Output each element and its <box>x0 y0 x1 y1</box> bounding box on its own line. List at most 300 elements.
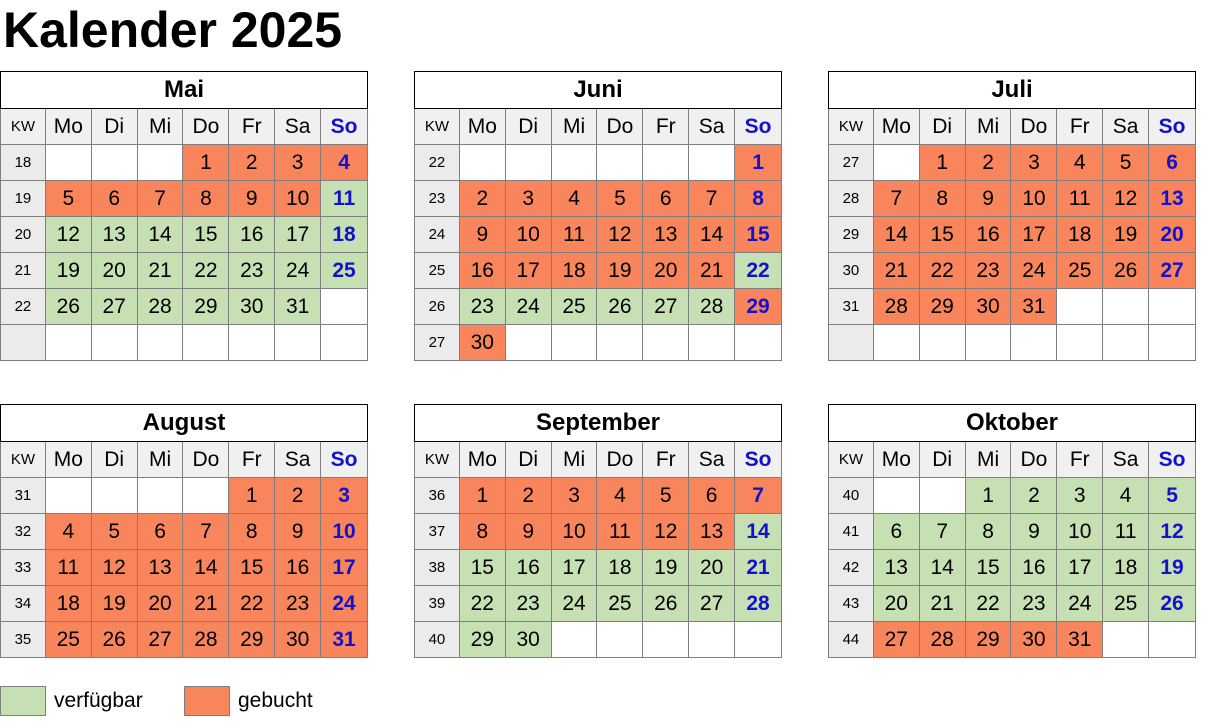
week-row <box>415 478 782 514</box>
day-cell: 26 <box>643 586 689 622</box>
week-number: 44 <box>829 622 874 658</box>
week-number: 26 <box>415 289 460 325</box>
day-cell: 10 <box>275 181 321 217</box>
weekday-header: Sa <box>275 442 321 478</box>
day-cell: 21 <box>735 550 782 586</box>
day-cell: 29 <box>965 622 1011 658</box>
day-cell: 26 <box>45 289 91 325</box>
empty-cell <box>183 325 229 361</box>
day-cell: 26 <box>1149 586 1196 622</box>
day-cell: 18 <box>1057 217 1103 253</box>
day-cell: 29 <box>459 622 505 658</box>
day-cell: 21 <box>919 586 965 622</box>
day-cell: 29 <box>919 289 965 325</box>
day-cell: 22 <box>965 586 1011 622</box>
day-cell: 16 <box>229 217 275 253</box>
day-cell: 30 <box>965 289 1011 325</box>
empty-cell <box>735 622 782 658</box>
weekday-header: Mi <box>551 109 597 145</box>
weekday-header: Mo <box>459 442 505 478</box>
empty-cell <box>45 145 91 181</box>
month-table <box>414 71 782 361</box>
day-cell: 7 <box>137 181 183 217</box>
empty-cell <box>1011 325 1057 361</box>
day-cell: 19 <box>45 253 91 289</box>
weekday-header: Fr <box>229 442 275 478</box>
day-cell: 31 <box>1057 622 1103 658</box>
month-table <box>0 404 368 658</box>
empty-cell <box>321 325 368 361</box>
day-cell: 21 <box>137 253 183 289</box>
week-row <box>1 478 368 514</box>
week-number: 36 <box>415 478 460 514</box>
day-cell: 17 <box>1011 217 1057 253</box>
day-cell: 20 <box>137 586 183 622</box>
weekday-header: Sa <box>1103 442 1149 478</box>
week-row <box>415 289 782 325</box>
empty-cell <box>965 325 1011 361</box>
weekday-header: Do <box>183 109 229 145</box>
weekday-header: So <box>1149 109 1196 145</box>
kw-header: KW <box>829 109 874 145</box>
week-row <box>829 514 1196 550</box>
day-cell: 25 <box>1103 586 1149 622</box>
weekday-header: So <box>735 442 782 478</box>
weekday-header: Di <box>919 109 965 145</box>
empty-cell <box>45 478 91 514</box>
week-number: 25 <box>415 253 460 289</box>
weekday-header: Mi <box>137 442 183 478</box>
week-number: 32 <box>1 514 46 550</box>
day-cell: 19 <box>1149 550 1196 586</box>
weekday-header: So <box>321 442 368 478</box>
week-row <box>415 622 782 658</box>
week-row <box>1 325 368 361</box>
empty-cell <box>873 325 919 361</box>
day-cell: 13 <box>689 514 735 550</box>
week-row <box>829 622 1196 658</box>
weekday-header: Do <box>597 442 643 478</box>
kw-header: KW <box>829 442 874 478</box>
weekday-header: Mo <box>45 109 91 145</box>
day-cell: 20 <box>873 586 919 622</box>
week-number: 34 <box>1 586 46 622</box>
day-cell: 6 <box>1149 145 1196 181</box>
day-cell: 15 <box>965 550 1011 586</box>
day-cell: 22 <box>183 253 229 289</box>
day-cell: 17 <box>275 217 321 253</box>
empty-cell <box>689 622 735 658</box>
empty-cell <box>91 145 137 181</box>
day-cell: 31 <box>321 622 368 658</box>
empty-cell <box>1149 289 1196 325</box>
day-cell: 22 <box>735 253 782 289</box>
day-cell: 6 <box>643 181 689 217</box>
day-cell: 30 <box>275 622 321 658</box>
week-number: 27 <box>415 325 460 361</box>
weekday-header: Do <box>1011 442 1057 478</box>
day-cell: 15 <box>919 217 965 253</box>
day-cell: 14 <box>137 217 183 253</box>
day-cell: 11 <box>597 514 643 550</box>
weekday-header: Sa <box>689 442 735 478</box>
week-row <box>1 586 368 622</box>
weekday-header: Do <box>183 442 229 478</box>
empty-cell <box>1103 325 1149 361</box>
day-cell: 25 <box>321 253 368 289</box>
day-cell: 17 <box>1057 550 1103 586</box>
week-number: 27 <box>829 145 874 181</box>
day-cell: 20 <box>1149 217 1196 253</box>
day-cell: 9 <box>229 181 275 217</box>
day-cell: 4 <box>1057 145 1103 181</box>
day-cell: 10 <box>321 514 368 550</box>
day-cell: 19 <box>597 253 643 289</box>
day-cell: 28 <box>137 289 183 325</box>
empty-cell <box>459 145 505 181</box>
day-cell: 30 <box>505 622 551 658</box>
kw-header: KW <box>415 109 460 145</box>
week-number: 28 <box>829 181 874 217</box>
week-row <box>415 586 782 622</box>
day-cell: 3 <box>275 145 321 181</box>
week-number: 23 <box>415 181 460 217</box>
day-cell: 18 <box>551 253 597 289</box>
month-juli <box>828 71 1196 361</box>
day-cell: 27 <box>137 622 183 658</box>
weekday-header: Fr <box>643 442 689 478</box>
day-cell: 2 <box>965 145 1011 181</box>
day-cell: 23 <box>459 289 505 325</box>
empty-cell <box>597 145 643 181</box>
day-cell: 10 <box>551 514 597 550</box>
week-row <box>829 217 1196 253</box>
day-cell: 14 <box>735 514 782 550</box>
empty-cell <box>505 325 551 361</box>
day-cell: 1 <box>229 478 275 514</box>
week-number: 40 <box>829 478 874 514</box>
empty-cell <box>643 325 689 361</box>
day-cell: 22 <box>229 586 275 622</box>
day-cell: 2 <box>459 181 505 217</box>
day-cell: 7 <box>735 478 782 514</box>
day-cell: 11 <box>551 217 597 253</box>
month-oktober <box>828 404 1196 658</box>
day-cell: 25 <box>597 586 643 622</box>
empty-cell <box>689 325 735 361</box>
weekday-header: Do <box>1011 109 1057 145</box>
day-cell: 28 <box>919 622 965 658</box>
day-cell: 28 <box>873 289 919 325</box>
month-name: Juni <box>415 72 782 109</box>
day-cell: 10 <box>505 217 551 253</box>
empty-cell <box>873 478 919 514</box>
week-row <box>415 325 782 361</box>
weekday-header: Sa <box>275 109 321 145</box>
day-cell: 5 <box>597 181 643 217</box>
week-number: 31 <box>1 478 46 514</box>
day-cell: 1 <box>965 478 1011 514</box>
day-cell: 27 <box>643 289 689 325</box>
day-cell: 3 <box>1011 145 1057 181</box>
day-cell: 5 <box>91 514 137 550</box>
empty-cell <box>597 622 643 658</box>
day-cell: 14 <box>689 217 735 253</box>
empty-cell <box>735 325 782 361</box>
week-number: 42 <box>829 550 874 586</box>
day-cell: 12 <box>597 217 643 253</box>
day-cell: 4 <box>45 514 91 550</box>
day-cell: 12 <box>91 550 137 586</box>
day-cell: 2 <box>1011 478 1057 514</box>
week-row <box>1 217 368 253</box>
day-cell: 24 <box>321 586 368 622</box>
day-cell: 7 <box>689 181 735 217</box>
day-cell: 7 <box>919 514 965 550</box>
week-number: 29 <box>829 217 874 253</box>
weekday-header: Di <box>919 442 965 478</box>
day-cell: 12 <box>45 217 91 253</box>
day-cell: 24 <box>1057 586 1103 622</box>
empty-cell <box>1057 289 1103 325</box>
day-cell: 30 <box>1011 622 1057 658</box>
week-number: 31 <box>829 289 874 325</box>
day-cell: 29 <box>229 622 275 658</box>
page-title: Kalender 2025 <box>3 2 343 58</box>
weekday-header: Sa <box>1103 109 1149 145</box>
weekday-header: Fr <box>1057 442 1103 478</box>
day-cell: 14 <box>183 550 229 586</box>
week-row <box>1 514 368 550</box>
empty-cell <box>1149 325 1196 361</box>
day-cell: 19 <box>91 586 137 622</box>
day-cell: 9 <box>1011 514 1057 550</box>
week-number: 41 <box>829 514 874 550</box>
day-cell: 30 <box>229 289 275 325</box>
day-cell: 8 <box>919 181 965 217</box>
day-cell: 25 <box>1057 253 1103 289</box>
week-row <box>829 550 1196 586</box>
empty-cell <box>1057 325 1103 361</box>
empty-cell <box>275 325 321 361</box>
empty-cell <box>873 145 919 181</box>
day-cell: 2 <box>229 145 275 181</box>
day-cell: 2 <box>505 478 551 514</box>
day-cell: 24 <box>275 253 321 289</box>
empty-cell <box>597 325 643 361</box>
day-cell: 1 <box>919 145 965 181</box>
week-row <box>415 217 782 253</box>
day-cell: 29 <box>735 289 782 325</box>
day-cell: 9 <box>965 181 1011 217</box>
day-cell: 16 <box>965 217 1011 253</box>
week-row <box>829 181 1196 217</box>
empty-cell <box>183 478 229 514</box>
day-cell: 17 <box>321 550 368 586</box>
day-cell: 11 <box>45 550 91 586</box>
day-cell: 20 <box>643 253 689 289</box>
day-cell: 12 <box>643 514 689 550</box>
day-cell: 28 <box>183 622 229 658</box>
day-cell: 27 <box>873 622 919 658</box>
week-number: 38 <box>415 550 460 586</box>
month-name: September <box>415 405 782 442</box>
week-row <box>829 289 1196 325</box>
day-cell: 13 <box>137 550 183 586</box>
day-cell: 26 <box>91 622 137 658</box>
week-number: 18 <box>1 145 46 181</box>
day-cell: 5 <box>1103 145 1149 181</box>
week-number: 39 <box>415 586 460 622</box>
week-number: 37 <box>415 514 460 550</box>
week-number: 21 <box>1 253 46 289</box>
weekday-header: Di <box>91 442 137 478</box>
month-name: August <box>1 405 368 442</box>
weekday-header: So <box>1149 442 1196 478</box>
day-cell: 16 <box>1011 550 1057 586</box>
empty-cell <box>689 145 735 181</box>
day-cell: 8 <box>183 181 229 217</box>
day-cell: 1 <box>735 145 782 181</box>
kw-header: KW <box>1 109 46 145</box>
weekday-header: Mo <box>873 109 919 145</box>
legend-swatch-gebucht <box>184 686 230 716</box>
day-cell: 29 <box>183 289 229 325</box>
day-cell: 4 <box>551 181 597 217</box>
day-cell: 21 <box>689 253 735 289</box>
day-cell: 26 <box>597 289 643 325</box>
kw-header: KW <box>415 442 460 478</box>
empty-cell <box>643 622 689 658</box>
day-cell: 6 <box>91 181 137 217</box>
day-cell: 6 <box>689 478 735 514</box>
weekday-header: Fr <box>1057 109 1103 145</box>
legend-label-verfuegbar: verfügbar <box>54 689 143 712</box>
legend-swatch-verfuegbar <box>0 686 46 716</box>
day-cell: 19 <box>1103 217 1149 253</box>
day-cell: 19 <box>643 550 689 586</box>
weekday-header: Mi <box>965 109 1011 145</box>
month-september <box>414 404 782 658</box>
day-cell: 25 <box>45 622 91 658</box>
week-row <box>415 181 782 217</box>
month-juni <box>414 71 782 361</box>
month-name: Mai <box>1 72 368 109</box>
weekday-header: Di <box>505 442 551 478</box>
day-cell: 23 <box>1011 586 1057 622</box>
day-cell: 1 <box>183 145 229 181</box>
empty-cell <box>91 325 137 361</box>
weekday-header: Di <box>91 109 137 145</box>
week-number: 33 <box>1 550 46 586</box>
day-cell: 10 <box>1011 181 1057 217</box>
day-cell: 17 <box>551 550 597 586</box>
day-cell: 9 <box>275 514 321 550</box>
week-row <box>1 145 368 181</box>
day-cell: 18 <box>45 586 91 622</box>
day-cell: 8 <box>735 181 782 217</box>
day-cell: 23 <box>505 586 551 622</box>
day-cell: 8 <box>965 514 1011 550</box>
week-row <box>415 253 782 289</box>
day-cell: 21 <box>873 253 919 289</box>
week-number: 40 <box>415 622 460 658</box>
week-number: 43 <box>829 586 874 622</box>
day-cell: 16 <box>275 550 321 586</box>
week-row <box>415 514 782 550</box>
week-number: 22 <box>1 289 46 325</box>
month-table <box>0 71 368 361</box>
day-cell: 11 <box>1057 181 1103 217</box>
week-row <box>1 253 368 289</box>
empty-cell <box>919 478 965 514</box>
day-cell: 20 <box>689 550 735 586</box>
day-cell: 1 <box>459 478 505 514</box>
month-name: Oktober <box>829 405 1196 442</box>
kw-header: KW <box>1 442 46 478</box>
week-number: 24 <box>415 217 460 253</box>
day-cell: 15 <box>183 217 229 253</box>
week-number: 30 <box>829 253 874 289</box>
week-row <box>415 550 782 586</box>
weekday-header: Mi <box>965 442 1011 478</box>
day-cell: 2 <box>275 478 321 514</box>
day-cell: 3 <box>551 478 597 514</box>
day-cell: 28 <box>735 586 782 622</box>
empty-cell <box>1149 622 1196 658</box>
day-cell: 28 <box>689 289 735 325</box>
week-number: 22 <box>415 145 460 181</box>
week-row <box>829 145 1196 181</box>
month-name: Juli <box>829 72 1196 109</box>
day-cell: 30 <box>459 325 505 361</box>
month-table <box>828 71 1196 361</box>
empty-cell <box>137 325 183 361</box>
weekday-header: Mo <box>459 109 505 145</box>
day-cell: 27 <box>1149 253 1196 289</box>
day-cell: 9 <box>505 514 551 550</box>
day-cell: 13 <box>91 217 137 253</box>
empty-cell <box>551 145 597 181</box>
day-cell: 8 <box>459 514 505 550</box>
week-number <box>829 325 874 361</box>
day-cell: 8 <box>229 514 275 550</box>
day-cell: 15 <box>735 217 782 253</box>
day-cell: 13 <box>643 217 689 253</box>
empty-cell <box>643 145 689 181</box>
weekday-header: So <box>321 109 368 145</box>
day-cell: 26 <box>1103 253 1149 289</box>
day-cell: 18 <box>321 217 368 253</box>
day-cell: 4 <box>597 478 643 514</box>
day-cell: 23 <box>229 253 275 289</box>
empty-cell <box>551 622 597 658</box>
day-cell: 20 <box>91 253 137 289</box>
day-cell: 24 <box>551 586 597 622</box>
empty-cell <box>91 478 137 514</box>
day-cell: 21 <box>183 586 229 622</box>
day-cell: 6 <box>873 514 919 550</box>
day-cell: 15 <box>459 550 505 586</box>
day-cell: 10 <box>1057 514 1103 550</box>
day-cell: 24 <box>505 289 551 325</box>
day-cell: 27 <box>91 289 137 325</box>
day-cell: 31 <box>1011 289 1057 325</box>
day-cell: 14 <box>873 217 919 253</box>
week-row <box>415 145 782 181</box>
day-cell: 15 <box>229 550 275 586</box>
day-cell: 11 <box>321 181 368 217</box>
